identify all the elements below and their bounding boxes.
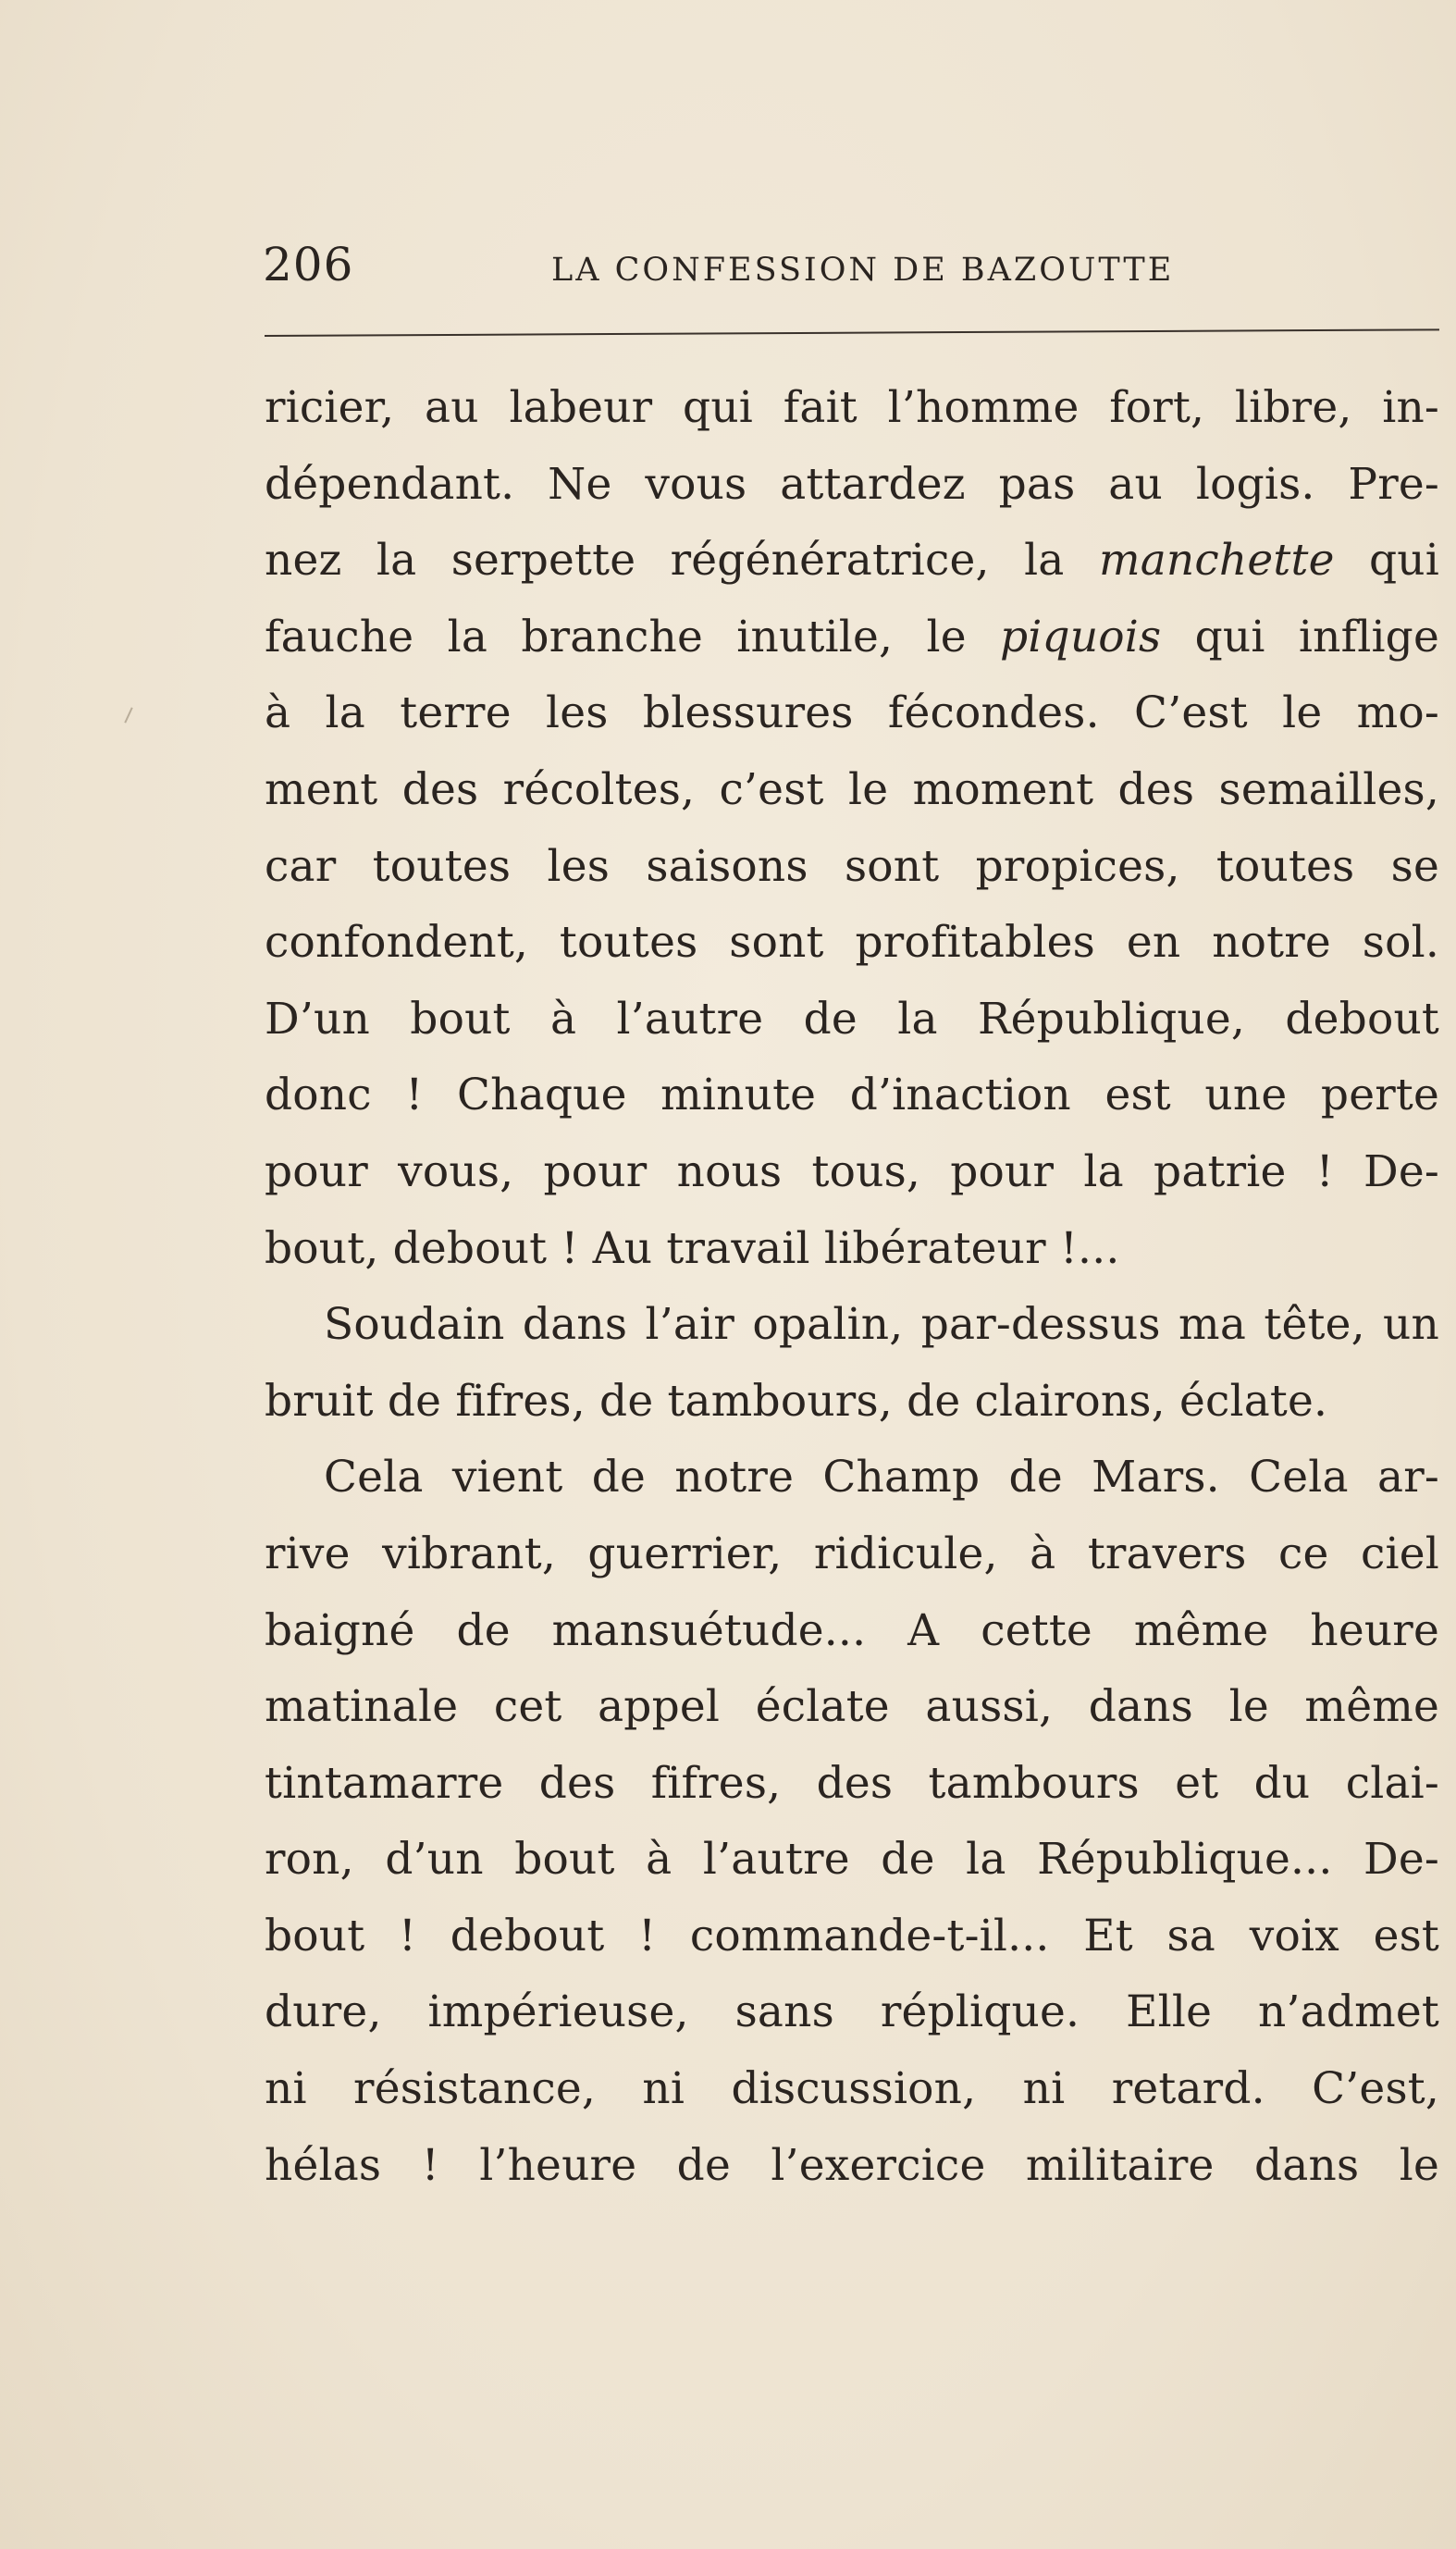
text-line: ron, d’un bout à l’autre de la République... De- <box>265 1834 1439 1886</box>
page-number: 206 <box>263 238 354 291</box>
text-line: donc ! Chaque minute d’inaction est une perte <box>265 1070 1439 1121</box>
running-title: LA CONFESSION DE BAZOUTTE <box>551 252 1175 289</box>
text-line: ni résistance, ni discussion, ni retard. C’est, <box>265 2063 1439 2115</box>
text-line: nez la serpette régénératrice, la manchette qui <box>265 535 1439 587</box>
text-line: tintamarre des fifres, des tambours et du clai- <box>265 1757 1439 1809</box>
text-line: bruit de fifres, de tambours, de clairons, éclate. <box>265 1375 1328 1427</box>
text-line: ment des récoltes, c’est le moment des semailles, <box>265 763 1439 815</box>
text-line: bout ! debout ! commande-t-il... Et sa voix est <box>265 1910 1439 1961</box>
body-text <box>265 370 1439 2204</box>
text-line: hélas ! l’heure de l’exercice militaire dans le <box>265 2139 1439 2191</box>
margin-mark <box>124 707 132 723</box>
text-line: à la terre les blessures fécondes. C’est le mo- <box>265 687 1439 739</box>
text-line: Soudain dans l’air opalin, par-dessus ma tête, un <box>324 1299 1439 1351</box>
text-line: dure, impérieuse, sans réplique. Elle n’admet <box>265 1986 1439 2038</box>
text-line: D’un bout à l’autre de la République, debout <box>265 993 1439 1045</box>
italic-word: piquois <box>1000 611 1162 662</box>
text-line: baigné de mansuétude... A cette même heure <box>265 1604 1439 1656</box>
text-line: rive vibrant, guerrier, ridicule, à travers ce ciel <box>265 1528 1439 1579</box>
text-line: fauche la branche inutile, le piquois qui inflige <box>265 611 1439 662</box>
text-line: dépendant. Ne vous attardez pas au logis. Pre- <box>265 458 1439 510</box>
italic-word: manchette <box>1098 535 1335 587</box>
text-line: Cela vient de notre Champ de Mars. Cela ar- <box>324 1452 1439 1503</box>
text-line: bout, debout ! Au travail libérateur !... <box>265 1222 1120 1274</box>
text-line: matinale cet appel éclate aussi, dans le même <box>265 1681 1439 1733</box>
header-rule <box>265 328 1439 337</box>
text-line: car toutes les saisons sont propices, toutes se <box>265 840 1439 892</box>
text-line: confondent, toutes sont profitables en notre sol. <box>265 917 1439 969</box>
text-line: pour vous, pour nous tous, pour la patrie ! De- <box>265 1145 1439 1197</box>
text-line: ricier, au labeur qui fait l’homme fort, libre, in- <box>265 382 1439 433</box>
page-header <box>263 237 1447 302</box>
